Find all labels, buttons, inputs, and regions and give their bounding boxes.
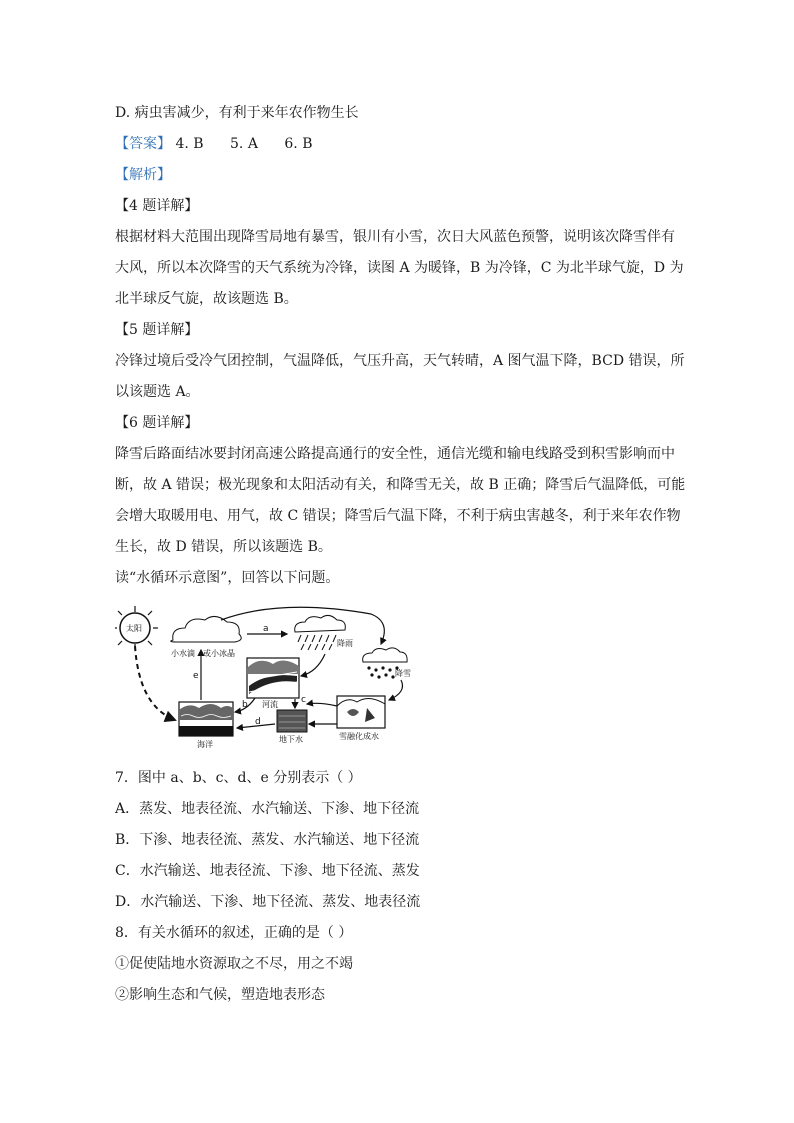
q6-text-2: 断，故 A 错误；极光现象和太阳活动有关，和降雪无关，故 B 正确；降雪后气温降低，可能 [115, 477, 686, 493]
snowmelt-block-icon [337, 696, 385, 728]
answer-5: 5. A [230, 136, 258, 152]
q4-title: 【4 题详解】 [115, 198, 199, 214]
label-b: b [242, 700, 248, 710]
rain-to-river-arrow [301, 654, 325, 676]
sun-label: 太阳 [126, 624, 142, 633]
q8-statement-1: ①促使陆地水资源取之不尽，用之不竭 [115, 956, 353, 972]
river-label: 河流 [262, 700, 278, 709]
sun-to-ocean-dashed-arrow [135, 646, 175, 720]
q6-text-1: 降雪后路面结冰要封闭高速公路提高通行的安全性，通信光缆和输电线路受到积雪影响而中 [115, 446, 675, 462]
ocean-block-icon [179, 702, 233, 736]
q5-text-2: 以该题选 A。 [115, 384, 200, 400]
river-block-icon [247, 658, 299, 698]
snowmelt-label: 雪融化成水 [339, 732, 379, 741]
answer-line [115, 134, 313, 154]
snow-label: 降雪 [395, 669, 411, 678]
answer-6: 6. B [284, 136, 313, 152]
q7-option-a: A．蒸发、地表径流、水汽输送、下渗、地下径流 [115, 801, 420, 817]
ocean-label: 海洋 [197, 740, 213, 748]
q7-stem: 7．图中 a、b、c、d、e 分别表示（ ） [115, 770, 362, 786]
option-6d: D. 病虫害减少，有利于来年农作物生长 [115, 105, 359, 121]
read-prompt: 读“水循环示意图”，回答以下问题。 [115, 570, 340, 586]
q6-text-3: 会增大取暖用电、用气，故 C 错误；降雪后气温下降，不利于病虫害越冬，利于来年农作物 [115, 508, 681, 524]
q5-title: 【5 题详解】 [115, 322, 199, 338]
water-cycle-diagram [115, 606, 425, 748]
rain-label: 降雨 [337, 639, 353, 648]
q6-text-4: 生长，故 D 错误，所以该题选 B。 [115, 539, 332, 555]
snow-to-melt-arrow [389, 680, 403, 700]
q8-statement-2: ②影响生态和气候，塑造地表形态 [115, 987, 325, 1003]
melt-to-river-arrow [307, 703, 337, 706]
label-c: c [301, 695, 306, 705]
q6-title: 【6 题详解】 [115, 415, 199, 431]
q4-text-3: 北半球反气旋，故该题选 B。 [115, 291, 298, 307]
droplets-label: 小水滴 [171, 649, 195, 658]
ice-crystals-label: 或小冰晶 [203, 649, 235, 658]
label-d: d [255, 717, 261, 727]
q5-text-1: 冷锋过境后受冷气团控制，气温降低，气压升高，天气转晴，A 图气温下降，BCD 错误，所 [115, 353, 685, 369]
cloud-icon [171, 616, 242, 642]
groundwater-label: 地下水 [279, 735, 303, 744]
q7-option-b: B．下渗、地表径流、蒸发、水汽输送、地下径流 [115, 832, 420, 848]
label-e: e [193, 671, 199, 681]
label-a: a [263, 624, 269, 634]
q8-stem: 8．有关水循环的叙述，正确的是（ ） [115, 925, 353, 941]
q7-option-d: D．水汽输送、下渗、地下径流、蒸发、地表径流 [115, 894, 421, 910]
answer-4: 4. B [175, 136, 204, 152]
answer-tag: 【答案】 [115, 136, 171, 152]
analysis-tag: 【解析】 [115, 167, 171, 183]
q4-text-1: 根据材料大范围出现降雪局地有暴雪，银川有小雪，次日大风蓝色预警，说明该次降雪伴有 [115, 229, 675, 245]
q4-text-2: 大风，所以本次降雪的天气系统为冷锋，读图 A 为暖锋，B 为冷锋，C 为北半球气旋，D 为 [115, 260, 684, 276]
q7-option-c: C．水汽输送、地表径流、下渗、地下径流、蒸发 [115, 863, 420, 879]
groundwater-block-icon [277, 710, 307, 732]
